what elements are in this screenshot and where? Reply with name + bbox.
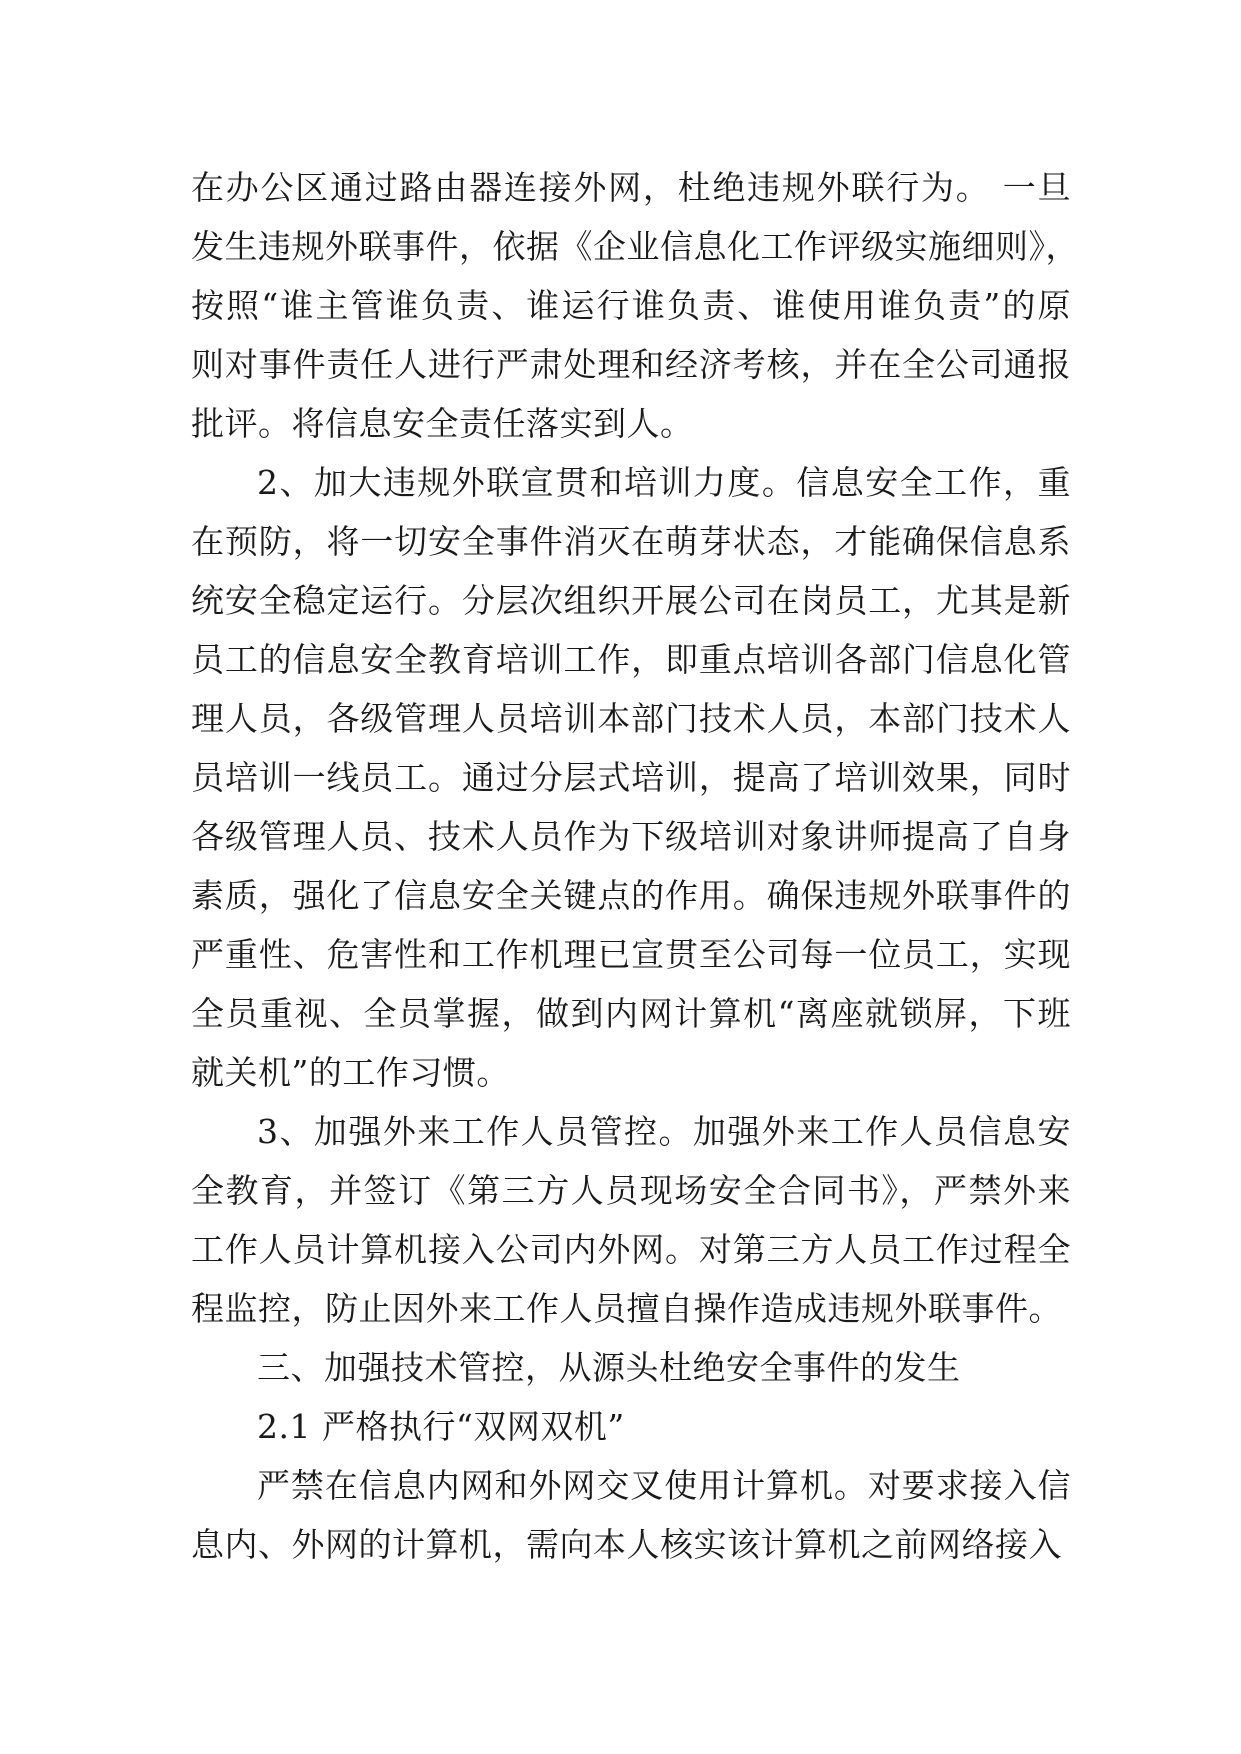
text-line: 员工的信息安全教育培训工作，即重点培训各部门信息化管 — [191, 640, 1071, 679]
text-line: 发生违规外联事件，依据《企业信息化工作评级实施细则》， — [191, 227, 1079, 266]
text-line: 员培训一线员工。通过分层式培训，提高了培训效果，同时 — [191, 758, 1071, 797]
text-line: 在预防，将一切安全事件消灭在萌芽状态，才能确保信息系 — [191, 522, 1071, 561]
text-line: 程监控，防止因外来工作人员擅自操作造成违规外联事件。 — [191, 1289, 1062, 1328]
text-line: 则对事件责任人进行严肃处理和经济考核，并在全公司通报 — [191, 345, 1071, 384]
heading-line: 三、加强技术管控，从源头杜绝安全事件的发生 — [257, 1348, 961, 1387]
text-line: 工作人员计算机接入公司内外网。对第三方人员工作过程全 — [191, 1230, 1071, 1269]
text-line: 全员重视、全员掌握，做到内网计算机“离座就锁屏，下班 — [191, 994, 1071, 1033]
text-line: 批评。将信息安全责任落实到人。 — [191, 404, 694, 443]
text-line: 统安全稳定运行。分层次组织开展公司在岗员工，尤其是新 — [191, 581, 1071, 620]
document-body — [191, 158, 1079, 1574]
paragraph-1 — [191, 158, 1079, 453]
paragraph-3 — [191, 1102, 1071, 1338]
paragraph-2 — [191, 453, 1071, 1102]
text-line: 理人员，各级管理人员培训本部门技术人员，本部门技术人 — [191, 699, 1071, 738]
text-line: 在办公区通过路由器连接外网，杜绝违规外联行为。 一旦 — [191, 168, 1071, 207]
text-line: 全教育，并签订《第三方人员现场安全合同书》，严禁外来 — [191, 1171, 1071, 1210]
section-heading — [191, 1338, 1071, 1397]
subsection-heading — [191, 1397, 1071, 1456]
text-line: 各级管理人员、技术人员作为下级培训对象讲师提高了自身 — [191, 817, 1071, 856]
text-line: 按照“谁主管谁负责、谁运行谁负责、谁使用谁负责”的原 — [191, 286, 1071, 325]
text-line: 素质，强化了信息安全关键点的作用。确保违规外联事件的 — [191, 876, 1071, 915]
text-line: 严重性、危害性和工作机理已宣贯至公司每一位员工，实现 — [191, 935, 1071, 974]
text-line: 息内、外网的计算机，需向本人核实该计算机之前网络接入 — [191, 1525, 1062, 1564]
text-line: 严禁在信息内网和外网交叉使用计算机。对要求接入信 — [257, 1466, 1071, 1505]
paragraph-6 — [191, 1456, 1071, 1574]
heading-line: 2.1 严格执行“双网双机” — [257, 1407, 625, 1446]
text-line: 2、加大违规外联宣贯和培训力度。信息安全工作，重 — [257, 463, 1071, 502]
text-line: 就关机”的工作习惯。 — [191, 1053, 510, 1092]
text-line: 3、加强外来工作人员管控。加强外来工作人员信息安 — [257, 1112, 1071, 1151]
